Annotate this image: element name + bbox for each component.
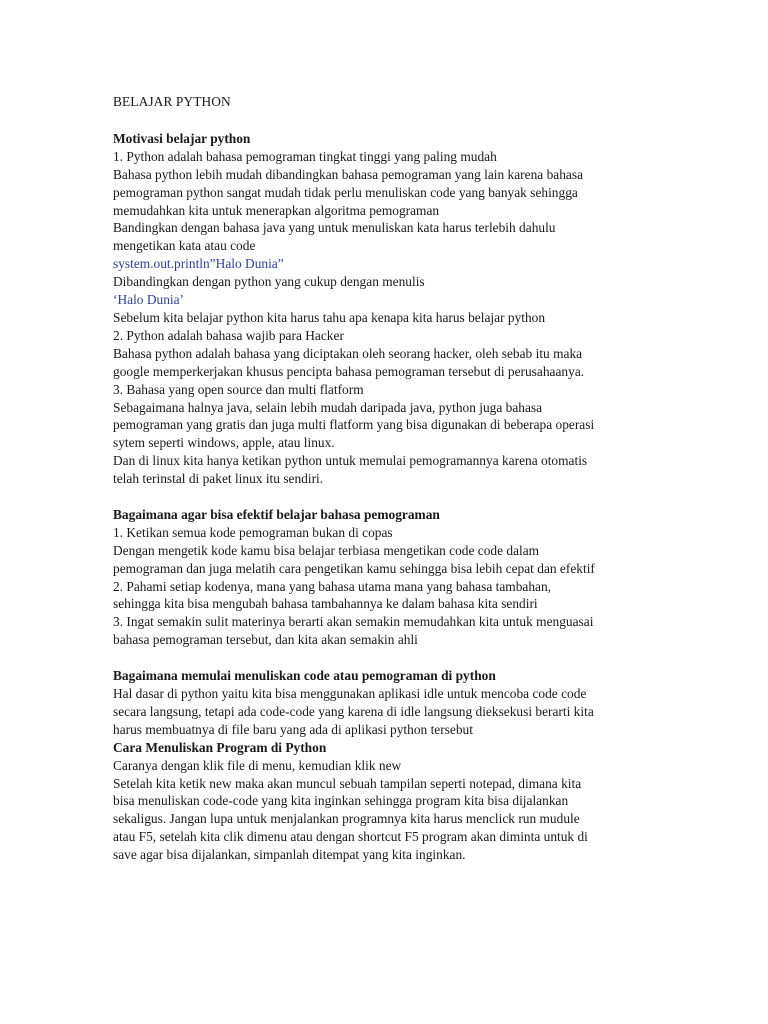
section-heading-efektif: Bagaimana agar bisa efektif belajar bahasa pemograman [113,506,440,522]
paragraph-line: mengetikan kata atau code [113,238,256,254]
paragraph-line: 3. Bahasa yang open source dan multi flatform [113,381,364,397]
paragraph-line: pemograman yang gratis dan juga multi flatform yang bisa digunakan di beberapa operasi [113,417,595,433]
paragraph-line: telah terinstal di paket linux itu sendiri. [113,471,324,487]
paragraph-spacer [113,488,658,506]
section-heading-memulai: Bagaimana memulai menuliskan code atau pemograman di python [113,668,496,684]
paragraph-spacer [113,649,658,667]
paragraph-line: sekaligus. Jangan lupa untuk menjalankan programnya kita harus menclick run mudule [113,811,580,827]
paragraph-line: secara langsung, tetapi ada code-code yang karena di idle langsung dieksekusi berarti kita [113,703,594,719]
paragraph-line: memudahkan kita untuk menerapkan algoritma pemograman [113,202,440,218]
paragraph-line: 2. Python adalah bahasa wajib para Hacker [113,327,344,343]
paragraph-line: Sebelum kita belajar python kita harus tahu apa kenapa kita harus belajar python [113,309,546,325]
paragraph-line: Dan di linux kita hanya ketikan python untuk memulai pemogramannya karena otomatis [113,453,588,469]
paragraph-line: Hal dasar di python yaitu kita bisa menggunakan aplikasi idle untuk mencoba code code [113,685,587,701]
paragraph-line: Bahasa python adalah bahasa yang diciptakan oleh seorang hacker, oleh sebab itu maka [113,345,583,361]
paragraph-line: save agar bisa dijalankan, simpanlah ditempat yang kita inginkan. [113,847,466,863]
paragraph-line: Dengan mengetik kode kamu bisa belajar terbiasa mengetikan code code dalam [113,542,540,558]
subheading-cara-menuliskan: Cara Menuliskan Program di Python [113,739,327,755]
paragraph-line: Caranya dengan klik file di menu, kemudian klik new [113,757,402,773]
paragraph-line: pemograman dan juga melatih cara pengetikan kamu sehingga bisa lebih cepat dan efektif [113,560,595,576]
paragraph-line: 1. Python adalah bahasa pemograman tingkat tinggi yang paling mudah [113,148,497,164]
paragraph-line: google memperkerjakan khusus pencipta bahasa pemograman tersebut di perusahaanya. [113,363,585,379]
paragraph-line: atau F5, setelah kita clik dimenu atau dengan shortcut F5 program akan diminta untuk di [113,829,588,845]
paragraph-line: 3. Ingat semakin sulit materinya berarti akan semakin memudahkan kita untuk menguasai [113,614,594,630]
paragraph-line: Bandingkan dengan bahasa java yang untuk menuliskan kata harus terlebih dahulu [113,220,556,236]
paragraph-line: bisa menuliskan code-code yang kita inginkan sehingga program kita bisa dijalankan [113,793,569,809]
paragraph-line: 1. Ketikan semua kode pemograman bukan di copas [113,524,393,540]
document-title: BELAJAR PYTHON [113,94,231,109]
section-heading-motivasi: Motivasi belajar python [113,130,251,146]
paragraph-line: bahasa pemograman tersebut, dan kita akan semakin ahli [113,632,418,648]
code-example-python: ‘Halo Dunia’ [113,292,185,308]
paragraph-line: Dibandingkan dengan python yang cukup dengan menulis [113,274,425,290]
paragraph-line: Sebagaimana halnya java, selain lebih mudah daripada java, python juga bahasa [113,399,543,415]
paragraph-line: Setelah kita ketik new maka akan muncul sebuah tampilan seperti notepad, dimana kita [113,775,582,791]
paragraph-line: 2. Pahami setiap kodenya, mana yang bahasa utama mana yang bahasa tambahan, [113,578,552,594]
paragraph-line: sytem seperti windows, apple, atau linux. [113,435,335,451]
paragraph-line: sehingga kita bisa mengubah bahasa tambahannya ke dalam bahasa kita sendiri [113,596,538,612]
document-body [113,93,658,864]
paragraph-line: pemograman python sangat mudah tidak perlu menuliskan code yang banyak sehingga [113,184,578,200]
code-example-java: system.out.println”Halo Dunia” [113,256,284,272]
paragraph-line: Bahasa python lebih mudah dibandingkan bahasa pemograman yang lain karena bahasa [113,166,584,182]
paragraph-line: harus membuatnya di file baru yang ada di aplikasi python tersebut [113,721,473,737]
